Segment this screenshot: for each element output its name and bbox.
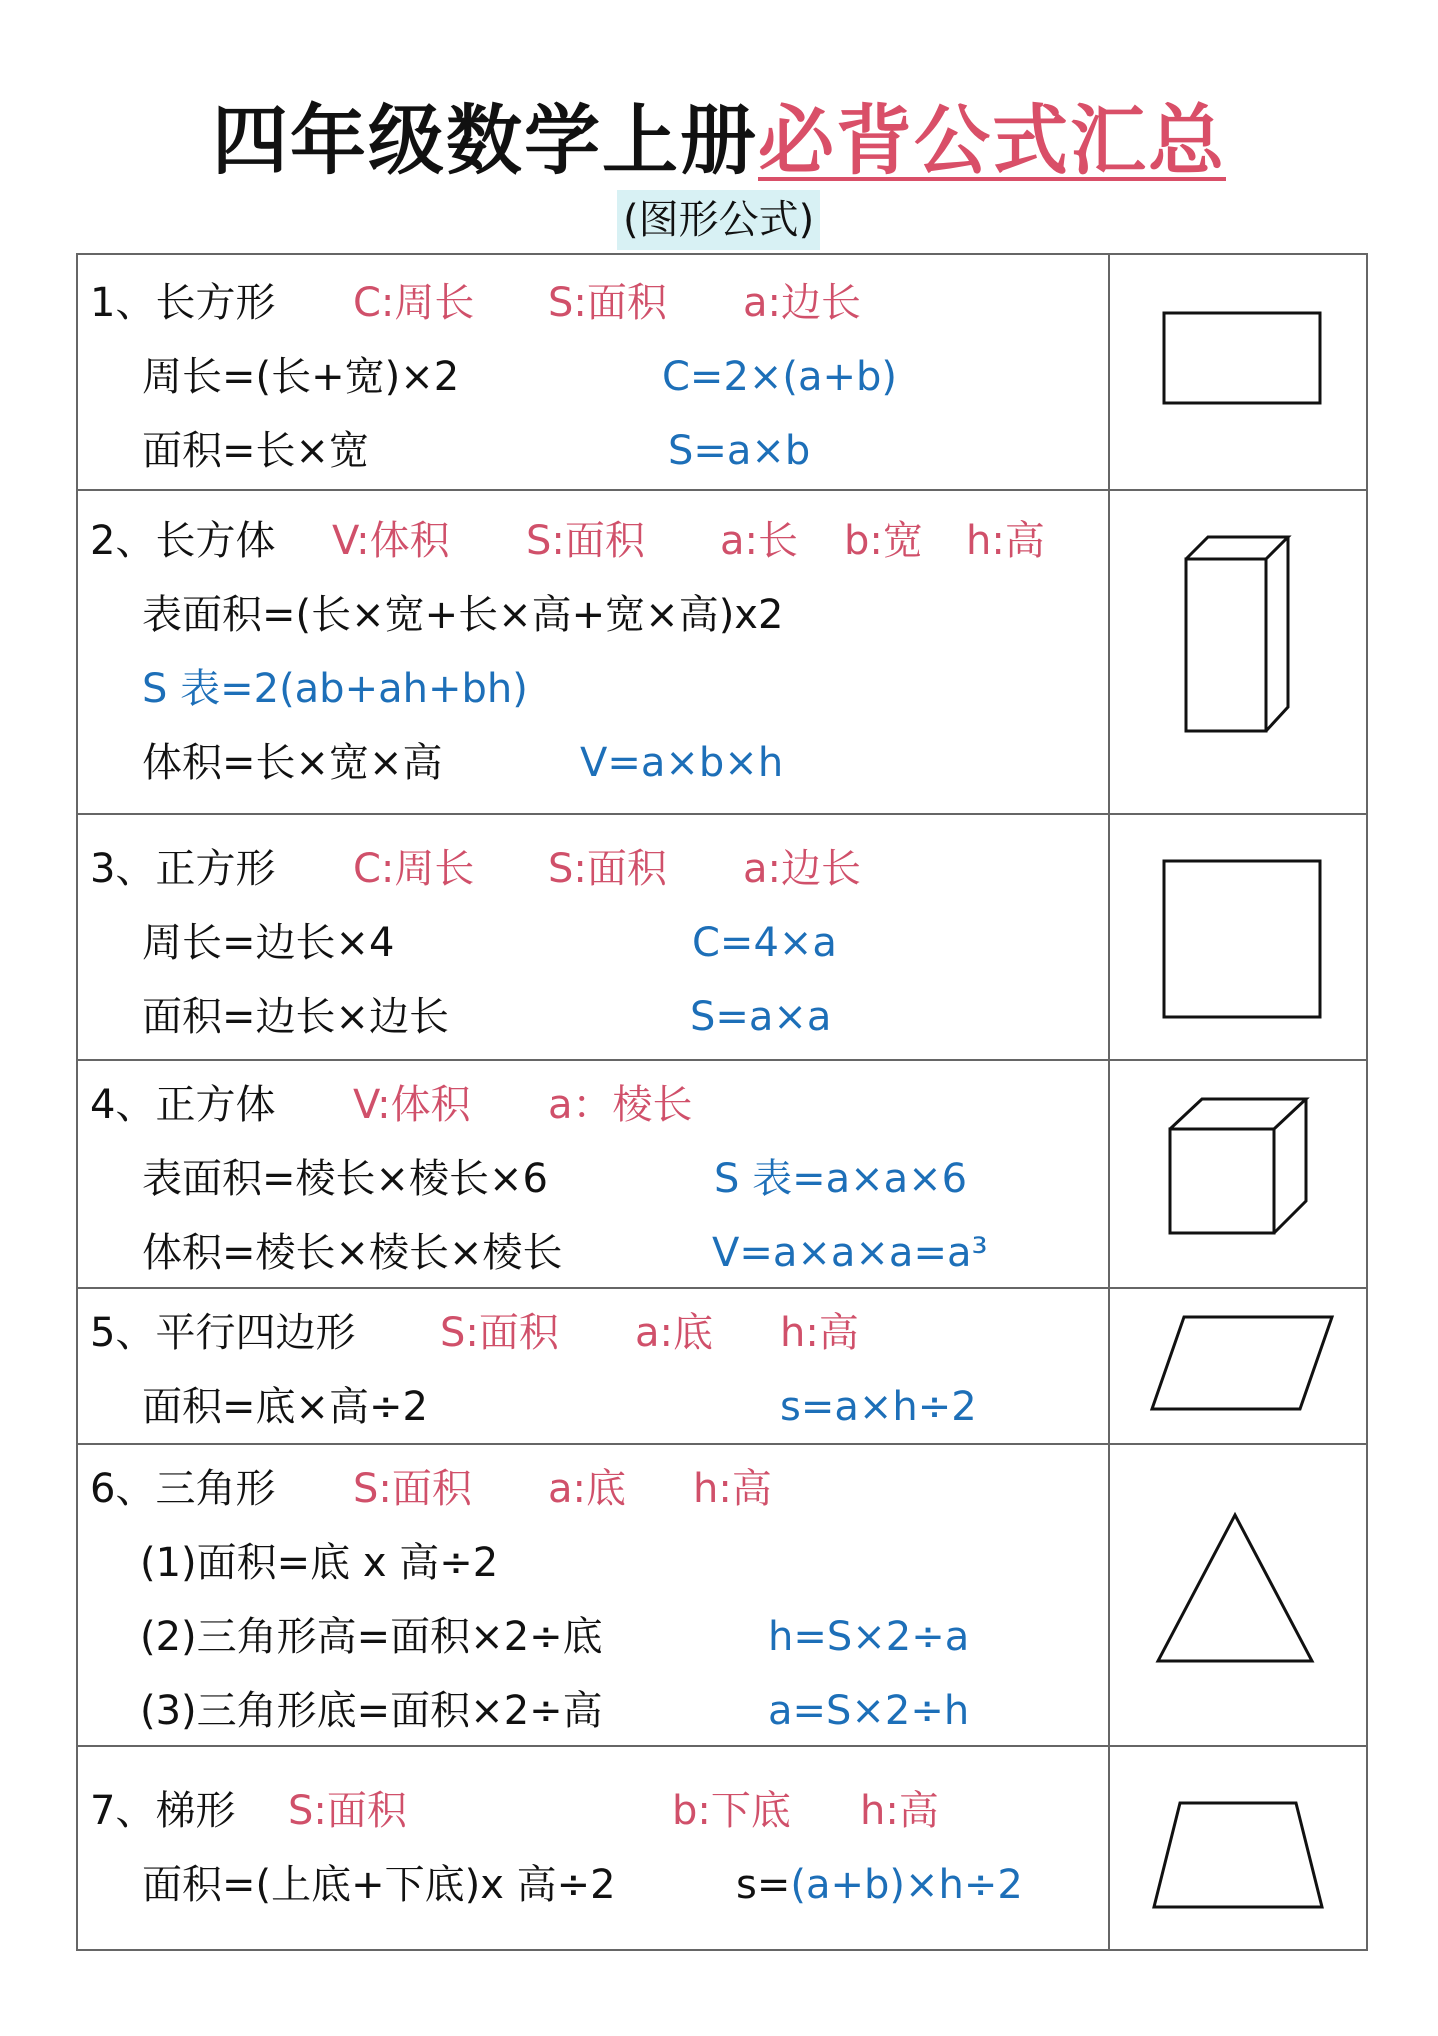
- var-label: a:长: [720, 518, 798, 564]
- cuboid-icon: [1178, 531, 1298, 741]
- var-label: b:下底: [672, 1788, 791, 1834]
- rectangle-icon: [1158, 305, 1328, 415]
- var-label: a：棱长: [548, 1082, 693, 1128]
- row-trapezoid: [78, 1747, 1366, 1953]
- formula-symbolic: a=S×2÷h: [768, 1688, 970, 1734]
- row-heading: 5、平行四边形: [90, 1310, 356, 1356]
- page-subtitle: (图形公式): [617, 190, 820, 250]
- formula-text: 面积=长×宽: [142, 428, 370, 474]
- formula-symbolic: s=a×h÷2: [780, 1384, 977, 1430]
- formula-text: 体积=棱长×棱长×棱长: [142, 1230, 563, 1276]
- triangle-icon: [1150, 1509, 1320, 1669]
- var-label: C:周长: [353, 280, 475, 326]
- row-heading: 6、三角形: [90, 1466, 276, 1512]
- var-label: S:面积: [526, 518, 645, 564]
- var-label: b:宽: [844, 518, 923, 564]
- title-main: 四年级数学上册: [212, 96, 758, 185]
- row-rectangle: [78, 255, 1366, 491]
- row-cube: [78, 1061, 1366, 1289]
- row-heading: 1、长方形: [90, 280, 276, 326]
- row-heading: 2、长方体: [90, 518, 276, 564]
- row-cuboid: [78, 491, 1366, 815]
- formula-symbolic: C=4×a: [692, 920, 837, 966]
- var-label: S:面积: [548, 846, 667, 892]
- formula-symbolic: S=a×b: [668, 428, 811, 474]
- var-label: h:高: [860, 1788, 939, 1834]
- formula-symbolic: V=a×a×a=a³: [712, 1230, 988, 1276]
- var-label: S:面积: [353, 1466, 472, 1512]
- page-title: [0, 80, 1438, 189]
- var-label: C:周长: [353, 846, 475, 892]
- var-label: a:边长: [743, 280, 861, 326]
- formula-text: 体积=长×宽×高: [142, 740, 443, 786]
- row-heading: 4、正方体: [90, 1082, 276, 1128]
- formula-symbolic: S=a×a: [690, 994, 832, 1040]
- formula-table: [76, 253, 1368, 1951]
- formula-symbolic: S 表=a×a×6: [714, 1156, 968, 1202]
- row-square: [78, 815, 1366, 1061]
- formula-symbolic: [736, 1861, 1023, 1909]
- formula-text: 面积=底×高÷2: [142, 1384, 428, 1430]
- formula-text: 面积=(上底+下底)x 高÷2: [142, 1862, 616, 1908]
- formula-text: 周长=边长×4: [142, 920, 395, 966]
- var-label: a:底: [548, 1466, 626, 1512]
- row-heading: 3、正方形: [90, 846, 276, 892]
- formula-symbolic: V=a×b×h: [580, 740, 784, 786]
- formula-text: 面积=边长×边长: [142, 994, 450, 1040]
- var-label: V:体积: [353, 1082, 471, 1128]
- var-label: S:面积: [548, 280, 667, 326]
- var-label: V:体积: [332, 518, 450, 564]
- parallelogram-icon: [1148, 1309, 1338, 1419]
- cube-icon: [1164, 1091, 1314, 1241]
- formula-body: (a+b)×h÷2: [790, 1862, 1023, 1908]
- formula-symbolic: S 表=2(ab+ah+bh): [142, 666, 528, 712]
- row-triangle: [78, 1445, 1366, 1747]
- formula-prefix: s=: [736, 1862, 791, 1908]
- square-icon: [1158, 855, 1328, 1025]
- var-label: S:面积: [288, 1788, 407, 1834]
- formula-text: 周长=(长+宽)×2: [142, 354, 460, 400]
- formula-text: (1)面积=底 x 高÷2: [140, 1540, 499, 1586]
- var-label: h:高: [780, 1310, 859, 1356]
- trapezoid-icon: [1148, 1795, 1328, 1915]
- var-label: h:高: [693, 1466, 772, 1512]
- var-label: h:高: [966, 518, 1045, 564]
- formula-text: (3)三角形底=面积×2÷高: [140, 1688, 603, 1734]
- formula-symbolic: C=2×(a+b): [662, 354, 898, 400]
- row-parallelogram: [78, 1289, 1366, 1445]
- formula-text: (2)三角形高=面积×2÷底: [140, 1614, 603, 1660]
- var-label: S:面积: [440, 1310, 559, 1356]
- var-label: a:底: [635, 1310, 713, 1356]
- var-label: a:边长: [743, 846, 861, 892]
- formula-symbolic: h=S×2÷a: [768, 1614, 970, 1660]
- row-heading: 7、梯形: [90, 1788, 236, 1834]
- formula-text: 表面积=(长×宽+长×高+宽×高)x2: [142, 592, 784, 638]
- formula-text: 表面积=棱长×棱长×6: [142, 1156, 548, 1202]
- title-highlight: 必背公式汇总: [758, 96, 1226, 185]
